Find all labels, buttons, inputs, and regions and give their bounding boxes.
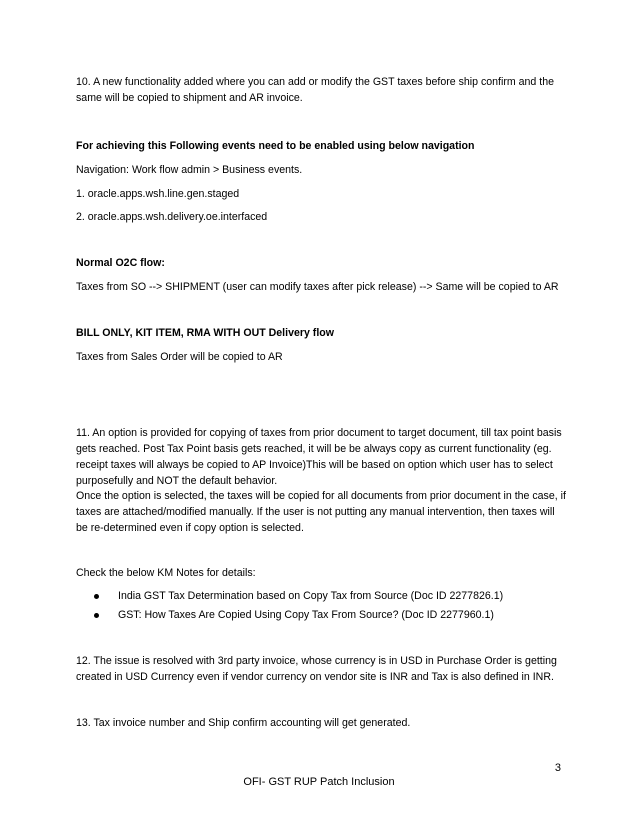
km-note-item (76, 606, 568, 625)
o2c-heading: Normal O2C flow: (76, 257, 165, 269)
bullet-icon (94, 594, 99, 599)
event-item-1: 1. oracle.apps.wsh.line.gen.staged (76, 188, 240, 200)
item-10-paragraph: 10. A new functionality added where you can add or modify the GST taxes before ship confirm and the same will be copied to shipment and AR invoice. (76, 76, 554, 104)
item-12-paragraph: 12. The issue is resolved with 3rd party invoice, whose currency is in USD in Purchase Order is getting created in USD Currency even if vendor currency on vendor site is INR and Tax is also defined in INR. (76, 655, 557, 683)
item-11-continuation: Once the option is selected, the taxes will be copied for all documents from prior document in the case, if taxes are attached/modified manually. If the user is not putting any manual intervention, then taxes will be re-determined even if copy option is selected. (76, 490, 566, 534)
event-item-2: 2. oracle.apps.wsh.delivery.oe.interfaced (76, 211, 268, 223)
page-footer: OFI- GST RUP Patch Inclusion (243, 776, 395, 788)
km-notes-list (76, 587, 568, 625)
item-11-paragraph: 11. An option is provided for copying of taxes from prior document to target document, till tax point basis gets reached. Post Tax Point basis gets reached, it will be be always copy as current functionality (eg. receipt taxes will always be copied to AP Invoice)This will be based on option which user has to select purposefully and NOT the default behavior. (76, 427, 562, 487)
navigation-text: Navigation: Work flow admin > Business events. (76, 164, 303, 176)
o2c-flow-text: Taxes from SO --> SHIPMENT (user can modify taxes after pick release) --> Same will be copied to AR (76, 281, 559, 293)
km-note-item (76, 587, 568, 606)
page-number: 3 (554, 762, 561, 774)
item-13-paragraph: 13. Tax invoice number and Ship confirm accounting will get generated. (76, 717, 411, 729)
bullet-icon (94, 613, 99, 618)
km-notes-intro: Check the below KM Notes for details: (76, 567, 256, 579)
events-heading: For achieving this Following events need to be enabled using below navigation (76, 140, 475, 152)
km-note-text: India GST Tax Determination based on Copy Tax from Source (Doc ID 2277826.1) (118, 590, 504, 602)
km-note-text: GST: How Taxes Are Copied Using Copy Tax From Source? (Doc ID 2277960.1) (118, 609, 494, 621)
bill-only-text: Taxes from Sales Order will be copied to AR (76, 351, 283, 363)
bill-only-heading: BILL ONLY, KIT ITEM, RMA WITH OUT Delivery flow (76, 327, 334, 339)
